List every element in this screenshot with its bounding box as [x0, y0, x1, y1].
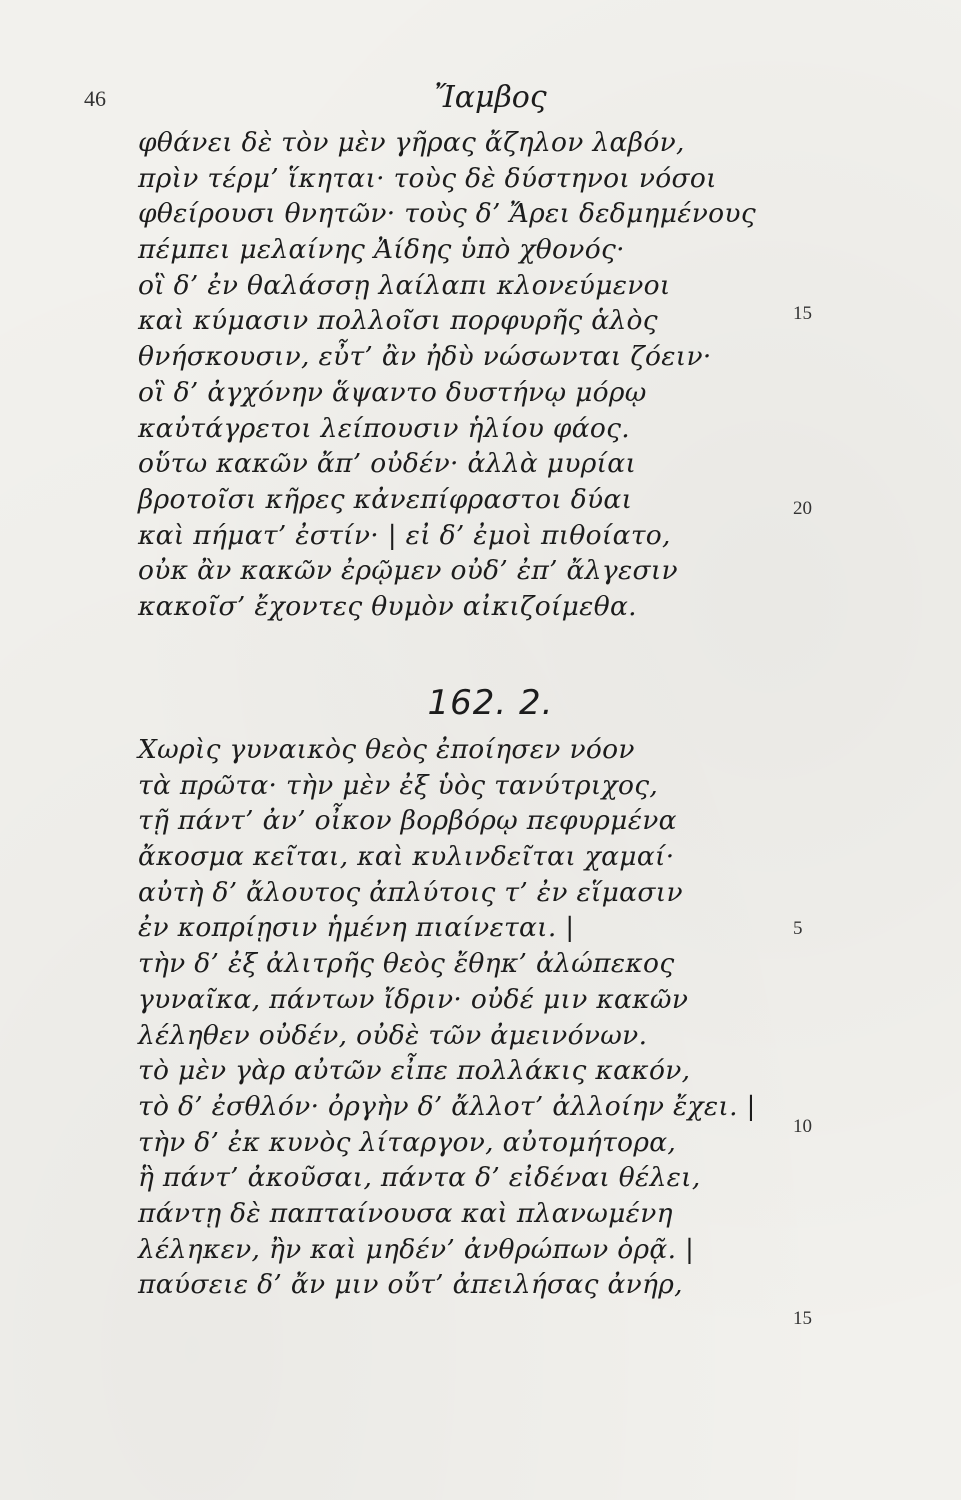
line-number-5: 5: [793, 918, 803, 939]
verse-line: αὐτὴ δ’ ἄλουτος ἀπλύτοις τ’ ἐν εἵμασιν: [138, 876, 683, 908]
verse-line: πάντῃ δὲ παπταίνουσα καὶ πλανωμένη: [138, 1197, 673, 1229]
line-number-15b: 15: [793, 1308, 812, 1329]
verse-line: καὶ πήματ’ ἐστίν· | εἰ δ’ ἐμοὶ πιθοίατο,: [138, 519, 671, 551]
verse-line: λέληθεν οὐδέν, οὐδὲ τῶν ἀμεινόνων.: [138, 1019, 648, 1051]
verse-line: τὸ μὲν γὰρ αὐτῶν εἶπε πολλάκις κακόν,: [138, 1055, 691, 1087]
line-number-20: 20: [793, 498, 812, 519]
verse-line: ἄκοσμα κεῖται, καὶ κυλινδεῖται χαμαί·: [138, 841, 675, 873]
verse-line: γυναῖκα, πάντων ἴδριν· οὐδέ μιν κακῶν: [138, 983, 689, 1015]
verse-line: οἳ δ’ ἀγχόνην ἅψαντο δυστήνῳ μόρῳ: [138, 376, 647, 408]
line-number-10: 10: [793, 1116, 812, 1137]
verse-line: τὸ δ’ ἐσθλόν· ὀργὴν δ’ ἄλλοτ’ ἀλλοίην ἔχει. |: [138, 1090, 756, 1122]
verse-line: φθάνει δὲ τὸν μὲν γῆρας ἄζηλον λαβόν,: [138, 127, 685, 158]
verse-line: φθείρουσι θνητῶν· τοὺς δ’ Ἄρει δεδμημένους: [138, 198, 756, 230]
running-head: Ἴαμβος: [434, 80, 547, 115]
verse-line: τὴν δ’ ἐκ κυνὸς λίταργον, αὐτομήτορα,: [138, 1126, 677, 1158]
verse-line: πέμπει μελαίνης Ἀίδης ὑπὸ χθονός·: [138, 234, 625, 266]
fragment-heading: 162. 2.: [427, 683, 554, 723]
verse-line: τὰ πρῶτα· τὴν μὲν ἐξ ὑὸς τανύτριχος,: [138, 769, 659, 801]
verse-line: πρὶν τέρμ’ ἵκηται· τοὺς δὲ δύστηνοι νόσοι: [138, 162, 717, 194]
verse-line: οὕτω κακῶν ἄπ’ οὐδέν· ἀλλὰ μυρίαι: [138, 448, 637, 480]
verse-block-2: [138, 732, 756, 1303]
verse-line: Χωρὶς γυναικὸς θεὸς ἐποίησεν νόον: [138, 734, 635, 765]
verse-line: ἐν κοπρίῃσιν ἡμένη πιαίνεται. |: [138, 912, 575, 944]
verse-line: οἳ δ’ ἐν θαλάσσῃ λαίλαπι κλονεύμενοι: [138, 269, 671, 301]
verse-line: καὐτάγρετοι λείπουσιν ἡλίου φάος.: [138, 412, 631, 444]
verse-line: τῇ πάντ’ ἀν’ οἶκον βορβόρῳ πεφυρμένα: [138, 805, 677, 837]
verse-line: ἣ πάντ’ ἀκοῦσαι, πάντα δ’ εἰδέναι θέλει,: [138, 1162, 701, 1194]
verse-line: οὐκ ἂν κακῶν ἐρῷμεν οὐδ’ ἐπ’ ἄλγεσιν: [138, 555, 678, 587]
line-number-15: 15: [793, 303, 812, 324]
verse-line: θνήσκουσιν, εὖτ’ ἂν ἠδὺ νώσωνται ζόειν·: [138, 341, 712, 373]
verse-line: παύσειε δ’ ἄν μιν οὔτ’ ἀπειλήσας ἀνήρ,: [138, 1269, 683, 1301]
verse-line: βροτοῖσι κῆρες κἀνεπίφραστοι δύαι: [138, 483, 633, 515]
page-number: 46: [84, 86, 106, 111]
verse-line: κακοῖσ’ ἔχοντες θυμὸν αἰκιζοίμεθα.: [138, 590, 637, 622]
verse-line: καὶ κύμασιν πολλοῖσι πορφυρῆς ἁλὸς: [138, 305, 658, 337]
verse-line: λέληκεν, ἢν καὶ μηδέν’ ἀνθρώπων ὁρᾷ. |: [138, 1233, 695, 1265]
verse-line: τὴν δ’ ἐξ ἀλιτρῆς θεὸς ἔθηκ’ ἀλώπεκος: [138, 948, 675, 980]
verse-block-1: [138, 125, 756, 625]
